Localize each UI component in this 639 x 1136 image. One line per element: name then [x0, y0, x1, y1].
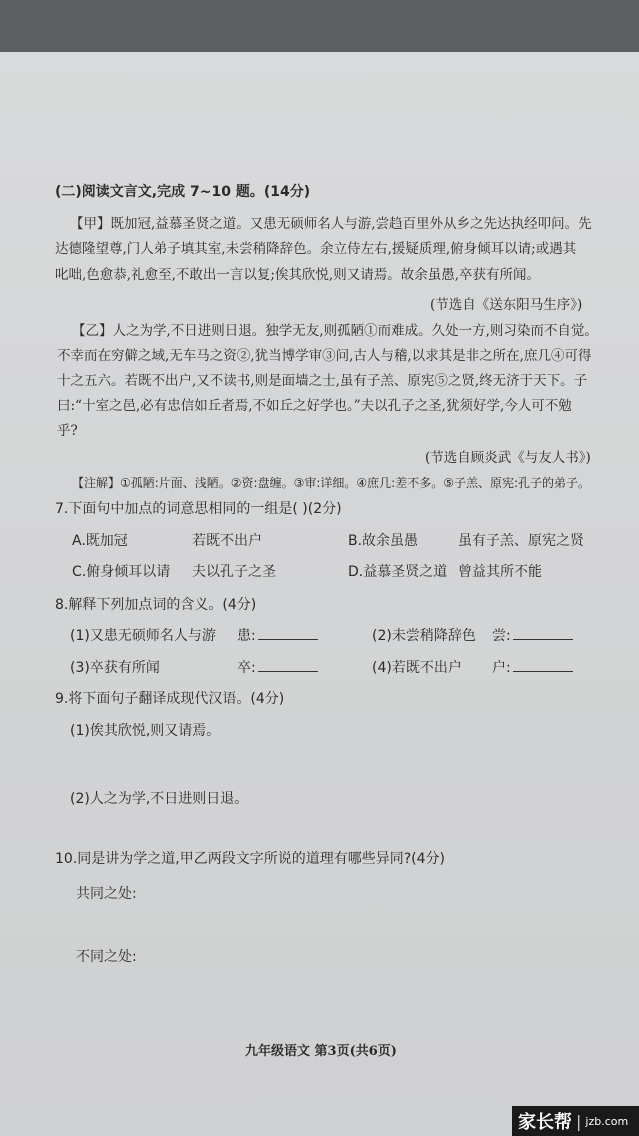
passage-a-source: (节选自《送东阳马生序》): [430, 297, 583, 313]
answer-blank: [513, 627, 573, 640]
q8-word-3[interactable]: 卒:: [237, 659, 318, 677]
passage-b-source: (节选自顾炎武《与友人书》): [425, 450, 591, 466]
passage-a-line: 【甲】既加冠,益慕圣贤之道。又患无硕师名人与游,尝趋百里外从乡之先达执经叩问。先: [70, 216, 592, 232]
answer-blank: [513, 659, 573, 672]
passage-b-line: 【乙】人之为学,不日进则日退。独学无友,则孤陋①而难成。久处一方,则习染而不自觉。: [72, 323, 598, 339]
q8-word-2[interactable]: 尝:: [492, 627, 573, 645]
passage-a-line: 叱咄,色愈恭,礼愈至,不敢出一言以复;俟其欣悦,则又请焉。故余虽愚,卒获有所闻。: [55, 267, 541, 283]
passage-b-line: 十之五六。若既不出户,又不读书,则是面墙之士,虽有子羔、原宪⑤之贤,终无济于天下。子: [57, 373, 588, 389]
q8-item-1: (1)又患无硕师名人与游: [70, 628, 216, 644]
q7-option-d1: D.益慕圣贤之道: [348, 564, 448, 580]
section-title: (二)阅读文言文,完成 7~10 题。(14分): [55, 184, 311, 200]
q7-option-d2: 曾益其所不能: [458, 564, 542, 580]
q8-word-1[interactable]: 患:: [237, 627, 318, 645]
q8-item-3: (3)卒获有所闻: [70, 660, 160, 676]
watermark-url: jzb.com: [585, 1114, 629, 1128]
q7-option-c1: C.俯身倾耳以请: [72, 564, 171, 580]
passage-b-line: 不幸而在穷僻之域,无车马之资②,犹当博学审③问,古人与稽,以求其是非之所在,庶几④可得: [57, 348, 592, 364]
q8-word-4[interactable]: 户:: [492, 659, 573, 677]
q10-diff: 不同之处:: [76, 949, 137, 965]
answer-blank: [258, 659, 318, 672]
q7-option-a1: A.既加冠: [72, 533, 128, 549]
q7-stem: 7.下面句中加点的词意思相同的一组是( )(2分): [55, 501, 342, 517]
q9-stem: 9.将下面句子翻译成现代汉语。(4分): [55, 691, 285, 707]
q9-sentence-2: (2)人之为学,不日进则日退。: [70, 791, 249, 807]
q10-same: 共同之处:: [76, 886, 137, 902]
q10-stem: 10.同是讲为学之道,甲乙两段文字所说的道理有哪些异同?(4分): [55, 851, 445, 867]
q8-stem: 8.解释下列加点词的含义。(4分): [55, 597, 257, 613]
q7-option-c2: 夫以孔子之圣: [192, 564, 276, 580]
answer-blank: [258, 627, 318, 640]
passage-b-line: 乎?: [57, 423, 78, 439]
page-footer: 九年级语文 第3页(共6页): [245, 1044, 397, 1059]
watermark-separator: |: [576, 1111, 582, 1131]
q8-item-2: (2)未尝稍降辞色: [372, 628, 476, 644]
watermark-logo: [512, 1106, 639, 1136]
q7-option-b2: 虽有子羔、原宪之贤: [458, 533, 584, 549]
q7-option-b1: B.故余虽愚: [348, 533, 419, 549]
watermark-main: 家长帮: [518, 1112, 572, 1133]
passage-b-line: 曰:“十室之邑,必有忠信如丘者焉,不如丘之好学也。”夫以孔子之圣,犹须好学,今人可不勉: [57, 398, 572, 414]
q7-option-a2: 若既不出户: [192, 533, 262, 549]
q9-sentence-1: (1)俟其欣悦,则又请焉。: [70, 723, 221, 739]
q8-item-4: (4)若既不出户: [372, 660, 462, 676]
passage-a-line: 达德隆望尊,门人弟子填其室,未尝稍降辞色。余立侍左右,援疑质理,俯身倾耳以请;或遇其: [55, 241, 577, 257]
notes: 【注解】①孤陋:片面、浅陋。②资:盘缠。③审:详细。④庶几:差不多。⑤子羔、原宪:孔子的弟子。: [72, 476, 591, 490]
